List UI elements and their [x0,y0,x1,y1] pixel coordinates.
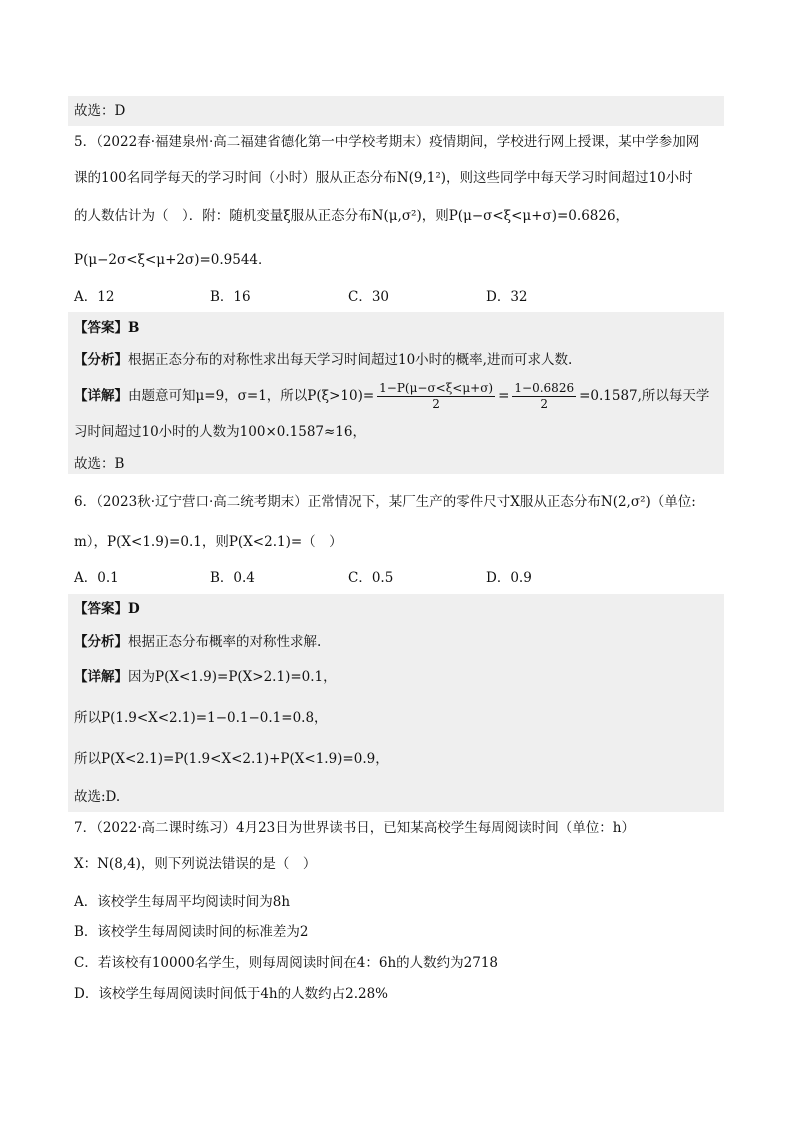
question-6-line-1: 6．（2023秋·辽宁营口·高二统考期末）正常情况下，某厂生产的零件尺寸X服从正态分布N(2,σ²)（单位: [74,494,696,510]
option-c: C．30 [348,289,390,305]
analysis-text: 根据正态分布概率的对称性求解. [128,634,322,650]
question-5-line-4: P(μ−2σ<ξ<μ+2σ)=0.9544． [74,252,272,268]
question-6-line-2: m），P(X<1.9)=0.1，则P(X<2.1)=（ ） [74,534,343,550]
fraction-2-denominator: 2 [540,397,549,411]
analysis-tag: 【分析】 [74,634,128,650]
question-5-line-2: 课的100名同学每天的学习时间（小时）服从正态分布N(9,1²)，则这些同学中每天学习时间超过10小时 [74,170,693,186]
option-b: B．16 [210,289,251,305]
question-7-line-2: X：N(8,4)，则下列说法错误的是（ ） [74,856,317,872]
fraction-1 [377,381,495,412]
option-a: A．0.1 [74,570,119,586]
analysis-line [74,350,724,370]
detail-text: 因为P(X<1.9)=P(X>2.1)=0.1， [128,669,337,685]
question-5-line-3: 的人数估计为（ ）．附：随机变量ξ服从正态分布N(μ,σ²)，则P(μ−σ<ξ<μ+σ)=0.6826， [74,208,630,224]
choose-line: 故选：B [74,456,125,472]
detail-line-1: 【详解】由题意可知μ=9，σ=1，所以P(ξ>10)= $\frac{1-P(\mu-\sigma<\xi<\mu+\sigma)}{2}$ = $\frac{1-0.6826}{2}$ =0.1587,所以每天学 [74,381,710,411]
question-7-line-1: 7．（2022·高二课时练习）4月23日为世界读书日，已知某高校学生每周阅读时间（单位：h） [74,820,635,836]
analysis-line [74,632,724,652]
analysis-tag: 【分析】 [74,352,128,368]
analysis-text: 根据正态分布的对称性求出每天学习时间超过10小时的概率,进而可求人数. [128,352,573,368]
detail-text-a: 由题意可知μ=9，σ=1，所以P(ξ>10)= [128,388,375,404]
fraction-1-denominator: 2 [432,397,440,411]
option-d: D．32 [486,289,528,305]
detail-tag: 【详解】 [74,669,128,685]
option-b: B．该校学生每周阅读时间的标准差为2 [74,924,309,940]
option-c: C．0.5 [348,570,394,586]
fraction-1-numerator: 1−P(μ−σ<ξ<μ+σ) [379,381,494,395]
detail-text-b: =0.1587,所以每天学 [579,388,710,404]
detail-line-1 [74,667,724,687]
detail-line-2: 习时间超过10小时的人数为100×0.1587≈16， [74,424,366,440]
solution-shade [68,594,724,812]
option-a: A．该校学生每周平均阅读时间为8h [74,894,291,910]
detail-line-2: 所以P(1.9<X<2.1)=1−0.1−0.1=0.8， [74,710,328,726]
detail-tag: 【详解】 [74,388,128,404]
option-a: A．12 [74,289,115,305]
fraction-2-numerator: 1−0.6826 [514,381,575,395]
option-c: C．若该校有10000名学生，则每周阅读时间在4：6h的人数约为2718 [74,955,499,971]
answer-line: 【答案】B [74,320,140,336]
choose-line: 故选：D [74,103,126,119]
fraction-2 [512,381,576,412]
option-d: D．0.9 [486,570,532,586]
detail-line-3: 所以P(X<2.1)=P(1.9<X<2.1)+P(X<1.9)=0.9， [74,751,389,767]
answer-line: 【答案】D [74,601,140,617]
option-b: B．0.4 [210,570,255,586]
question-5-line-1: 5．（2022春·福建泉州·高二福建省德化第一中学校考期末）疫情期间，学校进行网上授课，某中学参加网 [74,134,700,150]
choose-line: 故选:D. [74,789,121,805]
option-d: D．该校学生每周阅读时间低于4h的人数约占2.28% [74,986,388,1002]
